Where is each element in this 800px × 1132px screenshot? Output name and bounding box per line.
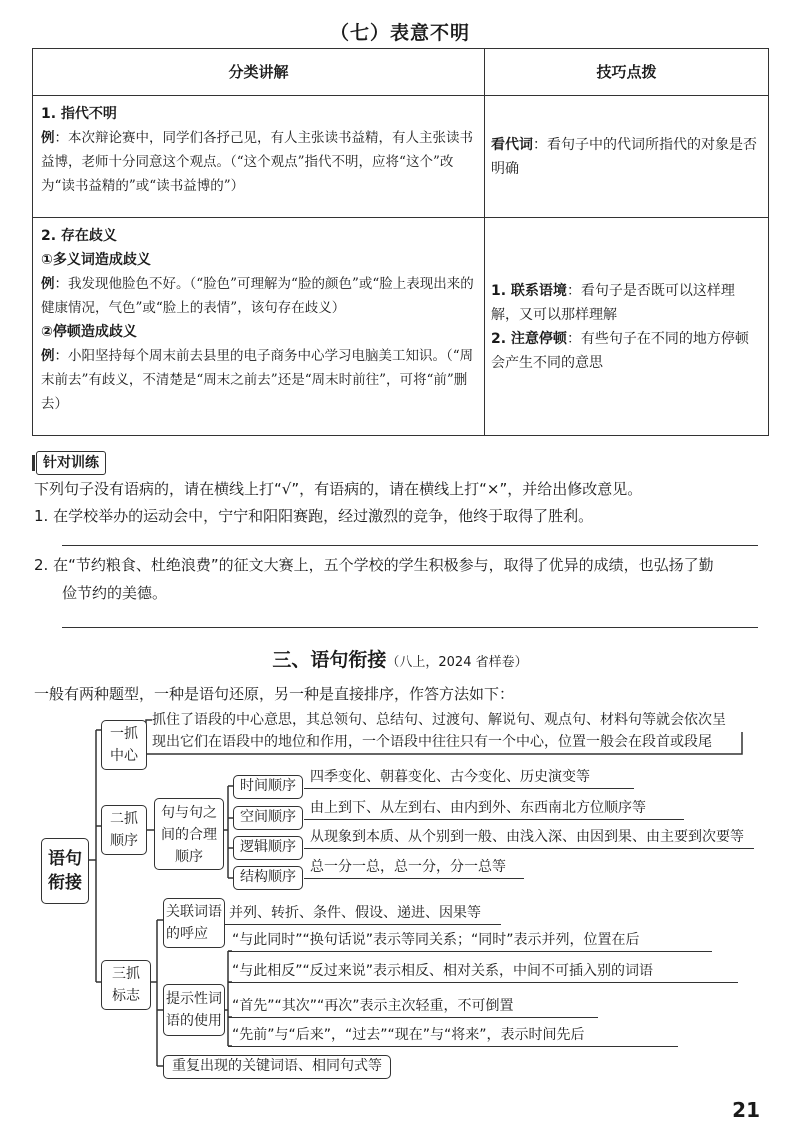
reasonable-order-line: 间的合理: [161, 827, 217, 843]
question-1: 1. 在学校举办的运动会中，宁宁和阳阳赛跑，经过激烈的竞争，他终于取得了胜利。: [34, 507, 594, 525]
order-time-text: 四季变化、朝暮变化、古今变化、历史演变等: [310, 769, 590, 785]
tip-body: ：看句子是否既可以这样理解，又可以那样理解: [491, 282, 735, 323]
mindmap-root-line: 衔接: [48, 873, 82, 893]
order-time-label: 时间顺序: [233, 775, 303, 799]
order-space-label: 空间顺序: [233, 806, 303, 830]
underline: [304, 878, 524, 879]
section-3-note: （八上，2024 省样卷）: [386, 655, 528, 670]
example-label: 例: [41, 348, 55, 364]
branch-order: [101, 805, 147, 855]
branch-marker: [101, 960, 151, 1010]
branch-marker-line: 三抓: [112, 966, 140, 982]
page-number: 21: [732, 1098, 760, 1122]
order-structure-text: 总一分一总，总一分，分一总等: [310, 859, 506, 875]
order-logic-label: 逻辑顺序: [233, 836, 303, 860]
repeat-keywords-box: 重复出现的关键词语、相同句式等: [163, 1055, 391, 1079]
practice-instruction: 下列句子没有语病的，请在横线上打“√”，有语病的，请在横线上打“×”，并给出修改意见。: [34, 480, 643, 498]
practice-badge: 针对训练: [36, 451, 106, 475]
branch-center-line: 中心: [110, 748, 138, 764]
reasonable-order-box: [154, 798, 224, 870]
underline: [304, 788, 634, 789]
order-space-text: 由上到下、从左到右、由内到外、东西南北方位顺序等: [310, 800, 646, 816]
question-2-line-2: 俭节约的美德。: [62, 584, 168, 602]
underline: [225, 924, 501, 925]
sub-heading: ①多义词造成歧义: [41, 252, 151, 268]
tip-body: ：有些句子在不同的地方停顿会产生不同的意思: [491, 330, 749, 371]
underline: [304, 819, 684, 820]
underline: [228, 951, 712, 952]
hint-words-box: [163, 984, 225, 1036]
tip-label: 看代词: [491, 136, 533, 153]
tip-body: ：看句子中的代词所指代的对象是否明确: [491, 136, 757, 177]
mindmap-root: [41, 838, 89, 904]
section-3-heading: 三、语句衔接: [272, 649, 387, 671]
mindmap-root-line: 语句: [48, 849, 82, 869]
underline: [228, 1046, 678, 1047]
conjunction-text: 并列、转折、条件、假设、递进、因果等: [229, 905, 481, 921]
row-heading: 2. 存在歧义: [41, 228, 117, 244]
hint-text: “与此同时”“换句话说”表示等同关系；“同时”表示并列，位置在后: [232, 932, 640, 948]
branch-center: [101, 720, 147, 770]
question-2-line-1: 2. 在“节约粮食、杜绝浪费”的征文大赛上，五个学校的学生积极参与，取得了优异的成绩，也弘扬了勤: [34, 556, 714, 574]
branch-center-line: 一抓: [110, 726, 138, 742]
branch-order-line: 二抓: [110, 811, 138, 827]
example-label: 例: [41, 130, 55, 146]
order-structure-label: 结构顺序: [233, 866, 303, 890]
hint-text: “与此相反”“反过来说”表示相反、相对关系，中间不可插入别的词语: [232, 963, 654, 979]
center-text-line-2: 现出它们在语段中的地位和作用，一个语段中往往只有一个中心，位置一般会在段首或段尾: [152, 734, 712, 750]
example-label: 例: [41, 276, 55, 292]
example-body: ：本次辩论赛中，同学们各抒己见，有人主张读书益精，有人主张读书益博，老师十分同意这个观点。（“这个观点”指代不明，应将“这个”改为“读书益精的”或“读书益博的”）: [41, 130, 473, 194]
hint-words-line: 提示性词: [166, 991, 222, 1007]
section-3-intro: 一般有两种题型，一种是语句还原，另一种是直接排序，作答方法如下：: [34, 685, 515, 703]
underline: [228, 982, 738, 983]
hint-text: “首先”“其次”“再次”表示主次轻重，不可倒置: [232, 998, 514, 1014]
section-title: （七）表意不明: [329, 22, 470, 44]
conjunction-line: 关联词语: [166, 904, 222, 920]
order-logic-text: 从现象到本质、从个别到一般、由浅入深、由因到果、由主要到次要等: [310, 829, 744, 845]
hint-text: “先前”与“后来”，“过去”“现在”与“将来”，表示时间先后: [232, 1027, 585, 1043]
underline: [228, 1017, 598, 1018]
branch-marker-line: 标志: [112, 988, 140, 1004]
center-text-line-1: 抓住了语段的中心意思，其总领句、总结句、过渡句、解说句、观点句、材料句等就会依次呈: [152, 712, 726, 728]
tip-label: 1. 联系语境: [491, 282, 567, 299]
example-body: ：小阳坚持每个周末前去县里的电子商务中心学习电脑美工知识。（“周末前去”有歧义，不清楚是“周末之前去”还是“周末时前往”，可将“前”删去）: [41, 348, 474, 412]
reasonable-order-line: 顺序: [175, 849, 203, 865]
conjunction-line: 的呼应: [166, 926, 208, 942]
tip-label: 2. 注意停顿: [491, 330, 567, 347]
reasonable-order-line: 句与句之: [161, 805, 217, 821]
conjunction-box: [163, 898, 225, 948]
branch-order-line: 顺序: [110, 833, 138, 849]
row-heading: 1. 指代不明: [41, 106, 117, 122]
column-header-left: 分类讲解: [33, 49, 485, 96]
column-header-right: 技巧点拨: [485, 49, 769, 96]
sub-heading: ②停顿造成歧义: [41, 324, 137, 340]
example-body: ：我发现他脸色不好。（“脸色”可理解为“脸的颜色”或“脸上表现出来的健康情况，气色”或“脸上的表情”，该句存在歧义）: [41, 276, 474, 316]
hint-words-line: 语的使用: [166, 1013, 222, 1029]
underline: [304, 848, 754, 849]
